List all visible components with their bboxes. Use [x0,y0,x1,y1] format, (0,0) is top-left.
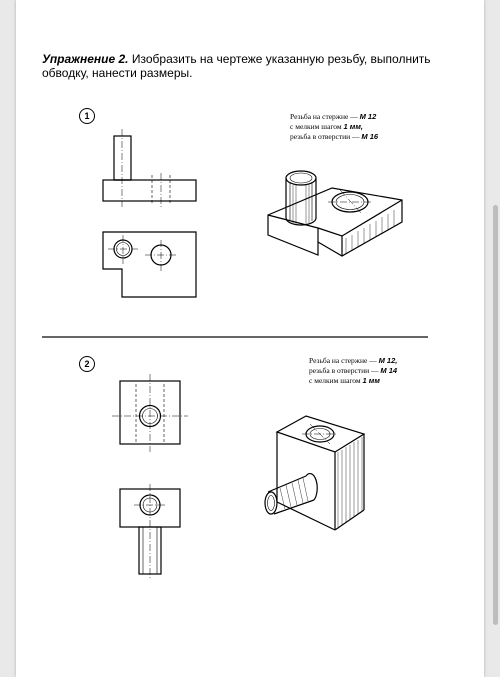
task-1-isometric-drawing [262,160,412,265]
section-divider [42,336,428,338]
task-2-isometric-block [277,416,364,530]
task-2-note-line: резьба в отверстии — M 14 [309,366,398,375]
exercise-heading [42,52,442,80]
task-2-note-line: с мелким шагом 1 мм [309,376,380,385]
task-1-orthographic-drawing [90,125,210,305]
task-1-note-line: резьба в отверстии — M 16 [290,132,379,141]
task-2-number: 2 [79,356,95,372]
task-1-note [290,112,378,142]
task-2-orthographic-drawing [108,372,198,592]
task-1-number: 1 [79,108,95,124]
scrollbar[interactable] [493,205,498,625]
task-2-isometric-rod [265,474,317,514]
task-1-note-line: с мелким шагом 1 мм, [290,122,363,131]
document-page [16,0,484,677]
exercise-label: Упражнение 2. [42,52,129,66]
task-1-front-view [103,129,196,207]
task-2-isometric-drawing [258,410,378,535]
exercise-text: Изобразить на чертеже указанную резьбу, выполнить обводку, нанести размеры. [42,52,431,80]
task-2-note-line: Резьба на стержне — M 12, [309,356,398,365]
task-1-top-view [103,232,196,297]
task-2-side-view [120,484,180,580]
task-2-note [309,356,397,386]
task-1-note-line: Резьба на стержне — M 12 [290,112,377,121]
task-1-isometric-rod [286,171,316,225]
task-2-front-view [112,374,188,452]
